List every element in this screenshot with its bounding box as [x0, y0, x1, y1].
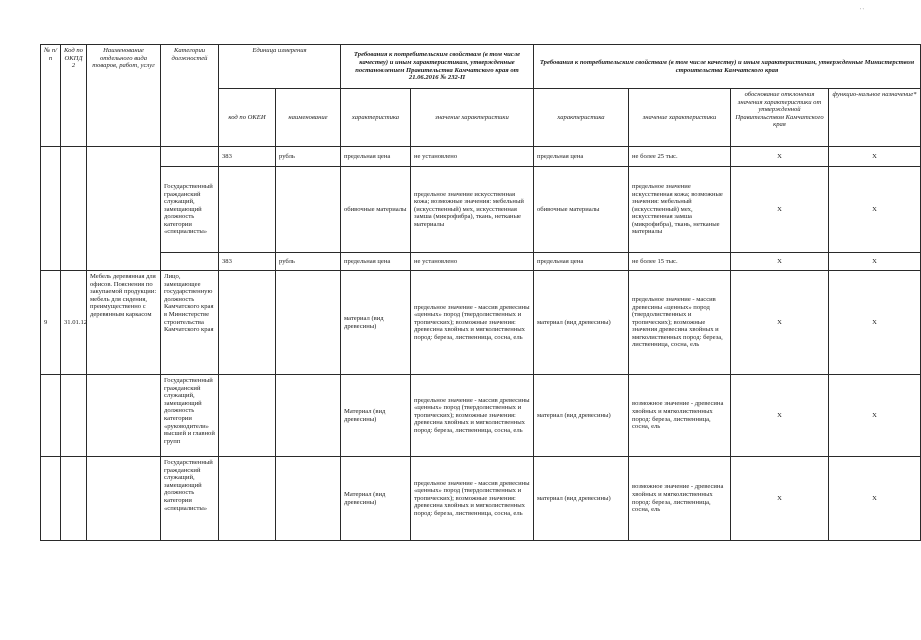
header-value2: значение характеристики — [629, 89, 731, 147]
cell-unit — [276, 167, 341, 253]
cell-justification — [731, 457, 829, 541]
cell-unit — [276, 375, 341, 457]
x-mark: X — [777, 152, 782, 160]
cell-okei — [219, 375, 276, 457]
cell-value: не установлено — [411, 147, 534, 167]
header-unit: Единица измерения — [219, 45, 341, 89]
cell-value: предельное значение искусственная кожа; возможные значения: мебельный (искусственный) мех, искусственная замша (микрофибра), ткань, нетканые материалы — [411, 167, 534, 253]
cell-justification — [731, 375, 829, 457]
table-row — [41, 457, 921, 541]
header-row-1 — [41, 45, 921, 89]
cell-value: предельное значение - массив древесины «ценных» пород (твердолиственных и тропических); возможные значения: древесина хвойных и мягколиственных пород: береза, лиственница, сосна, ель — [411, 375, 534, 457]
header-function: функцио-нальное назначение* — [829, 89, 921, 147]
cell-category — [161, 253, 219, 271]
cell-unit — [276, 271, 341, 375]
cell-unit — [276, 457, 341, 541]
x-mark: X — [777, 318, 782, 326]
header-unit-name: наименование — [276, 89, 341, 147]
cell-num — [41, 147, 61, 271]
cell-char: Материал (вид древесины) — [341, 457, 411, 541]
cell-value2: не более 25 тыс. — [629, 147, 731, 167]
cell-okpd — [61, 147, 87, 271]
requirements-table — [40, 44, 921, 541]
cell-num — [41, 375, 61, 457]
cell-char: материал (вид древесины) — [341, 271, 411, 375]
cell-char: Материал (вид древесины) — [341, 375, 411, 457]
cell-okpd — [61, 375, 87, 457]
cell-justification — [731, 147, 829, 167]
header-char: характеристика — [341, 89, 411, 147]
cell-char2: обивочные материалы — [534, 167, 629, 253]
x-mark: X — [777, 205, 782, 213]
table-row — [41, 253, 921, 271]
cell-category: Государственный гражданский служащий, замещающий должность категории «руководители» высшей и главной групп — [161, 375, 219, 457]
cell-char2: предельная цена — [534, 147, 629, 167]
cell-name — [87, 375, 161, 457]
cell-okei: 383 — [219, 253, 276, 271]
header-category: Категории должностей — [161, 45, 219, 147]
cell-char2: материал (вид древесины) — [534, 271, 629, 375]
x-mark: X — [777, 257, 782, 265]
cell-num: 9 — [41, 271, 61, 375]
cell-char: обивочные материалы — [341, 167, 411, 253]
cell-okei — [219, 457, 276, 541]
header-req-ministry: Требования к потребительским свойствам (в том числе качеству) и иным характеристикам, утвержденные Министерством строительства Камчатского края — [534, 45, 921, 89]
cell-category: Государственный гражданский служащий, замещающий должность категории «специалисты» — [161, 457, 219, 541]
x-mark: X — [777, 411, 782, 419]
cell-function — [829, 457, 921, 541]
cell-name — [87, 147, 161, 271]
cell-function — [829, 167, 921, 253]
header-justification: обоснование отклонения значения характеристики от утвержденной Правительством Камчатского края — [731, 89, 829, 147]
cell-justification — [731, 253, 829, 271]
x-mark: X — [872, 257, 877, 265]
header-num: № п/п — [41, 45, 61, 147]
cell-value: предельное значение - массив древесины «ценных» пород (твердолиственных и тропических); возможные значения: древесина хвойных и мягколиственных пород: береза, лиственница, сосна, ель — [411, 457, 534, 541]
cell-name: Мебель деревянная для офисов. Пояснения по закупаемой продукции: мебель для сидения, преимущественно с деревянным каркасом — [87, 271, 161, 375]
header-req-gov: Требования к потребительским свойствам (в том числе качеству) и иным характеристикам, утвержденные постановлением Правительства Камчатского края от 21.06.2016 № 232-П — [341, 45, 534, 89]
table-row — [41, 167, 921, 253]
cell-char: предельная цена — [341, 253, 411, 271]
table-row — [41, 375, 921, 457]
cell-function — [829, 271, 921, 375]
x-mark: X — [777, 494, 782, 502]
cell-value: не установлено — [411, 253, 534, 271]
cell-okpd — [61, 457, 87, 541]
cell-value2: возможное значение - древесина хвойных и мягколиственных пород: береза, лиственница, сосна, ель — [629, 375, 731, 457]
cell-value2: предельное значение искусственная кожа; возможные значения: мебельный (искусственный) мех, искусственная замша (микрофибра), ткань, нетканые материалы — [629, 167, 731, 253]
cell-okei — [219, 167, 276, 253]
cell-function — [829, 375, 921, 457]
cell-category: Государственный гражданский служащий, замещающий должность категории «специалисты» — [161, 167, 219, 253]
cell-justification — [731, 167, 829, 253]
header-value: значение характеристики — [411, 89, 534, 147]
cell-category: Лицо, замещающее государственную должность Камчатского края в Министерстве строительства Камчатского края — [161, 271, 219, 375]
cell-okei: 383 — [219, 147, 276, 167]
cell-function — [829, 147, 921, 167]
cell-value2: предельное значение - массив древесины «ценных» пород (твердолиственных и тропических); возможные значения древесина хвойных и мягколиственных пород: береза, лиственница, сосна, ель — [629, 271, 731, 375]
header-name: Наименование отдельного вида товаров, работ, услуг — [87, 45, 161, 147]
cell-char2: материал (вид древесины) — [534, 375, 629, 457]
header-okei: код по ОКЕИ — [219, 89, 276, 147]
cell-okei — [219, 271, 276, 375]
cell-num — [41, 457, 61, 541]
cell-okpd: 31.01.12 — [61, 271, 87, 375]
table-row — [41, 271, 921, 375]
cell-char2: предельная цена — [534, 253, 629, 271]
cell-name — [87, 457, 161, 541]
cell-justification — [731, 271, 829, 375]
x-mark: X — [872, 152, 877, 160]
cell-unit: рубль — [276, 147, 341, 167]
cell-function — [829, 253, 921, 271]
cell-value2: не более 15 тыс. — [629, 253, 731, 271]
x-mark: X — [872, 411, 877, 419]
x-mark: X — [872, 318, 877, 326]
cell-char: предельная цена — [341, 147, 411, 167]
x-mark: X — [872, 205, 877, 213]
header-char2: характеристика — [534, 89, 629, 147]
header-okpd: Код по ОКПД 2 — [61, 45, 87, 147]
cell-unit: рубль — [276, 253, 341, 271]
corner-mark: ' ' — [860, 8, 864, 14]
cell-char2: материал (вид древесины) — [534, 457, 629, 541]
cell-value2: возможное значение - древесина хвойных и мягколиственных пород: береза, лиственница, сосна, ель — [629, 457, 731, 541]
cell-category — [161, 147, 219, 167]
table-row — [41, 147, 921, 167]
cell-value: предельное значение - массив древесины «ценных» пород (твердолиственных и тропических); возможные значения: древесина хвойных и мягколиственных пород: береза, лиственница, сосна, ель — [411, 271, 534, 375]
x-mark: X — [872, 494, 877, 502]
